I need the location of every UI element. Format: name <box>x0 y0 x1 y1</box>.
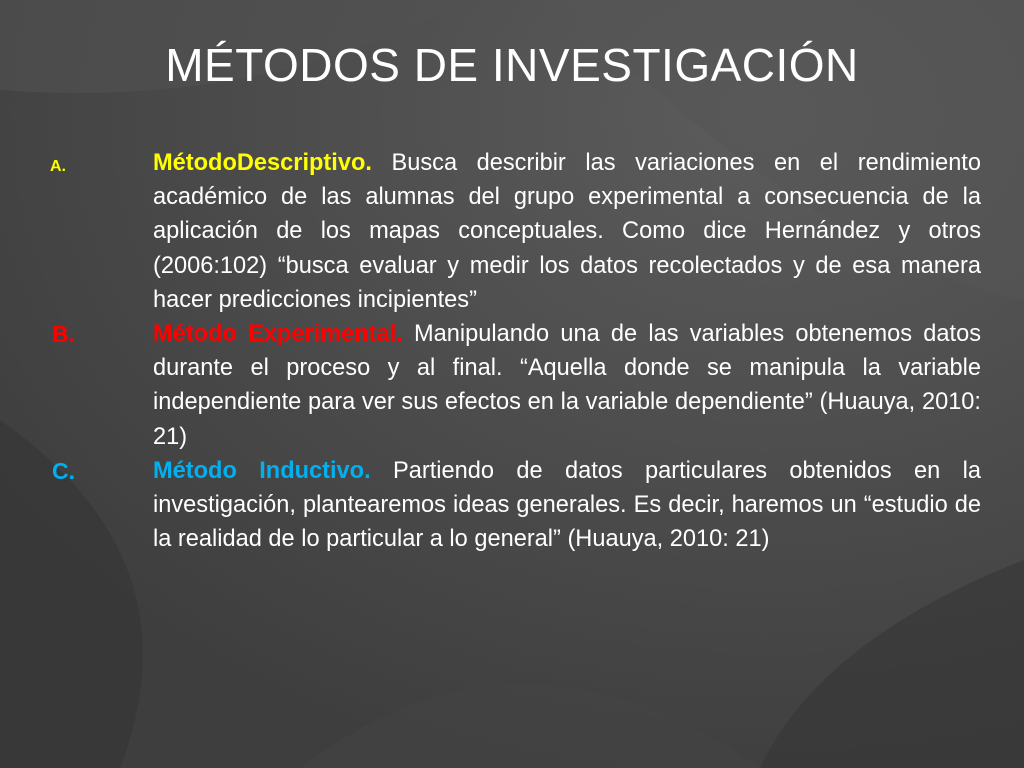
methods-list <box>0 146 1024 556</box>
item-heading: MétodoDescriptivo. <box>153 150 372 176</box>
item-marker: B. <box>52 321 75 348</box>
page-title: MÉTODOS DE INVESTIGACIÓN <box>165 39 859 91</box>
item-text <box>153 146 981 317</box>
item-text <box>153 317 981 454</box>
item-body: Busca describir las variaciones en el rendimiento académico de las alumnas del grupo experimental a consecuencia de la aplicación de los mapas conceptuales. Como dice Hernández y otros (2006:102) “busca evaluar y medir los datos recolectados y de esa manera hacer predicciones incipientes” <box>153 150 981 313</box>
item-body: Partiendo de datos particulares obtenidos en la investigación, plantearemos ideas generales. Es decir, haremos un “estudio de la realidad de lo particular a lo general” (Huauya, 2010: 21) <box>153 457 981 553</box>
item-text <box>153 454 981 557</box>
item-heading: Método Inductivo. <box>153 457 371 484</box>
item-marker: A. <box>50 158 66 175</box>
list-item-inductive <box>0 454 1024 557</box>
item-body: Manipulando una de las variables obtenemos datos durante el proceso y al final. “Aquella donde se manipula la variable independiente para ver sus efectos en la variable dependiente” (Huauya, 2010: 21) <box>153 321 982 450</box>
item-heading: Método Experimental. <box>153 321 403 348</box>
list-item-experimental <box>0 317 1024 454</box>
list-item-descriptive <box>0 146 1024 317</box>
item-marker: C. <box>52 457 75 484</box>
